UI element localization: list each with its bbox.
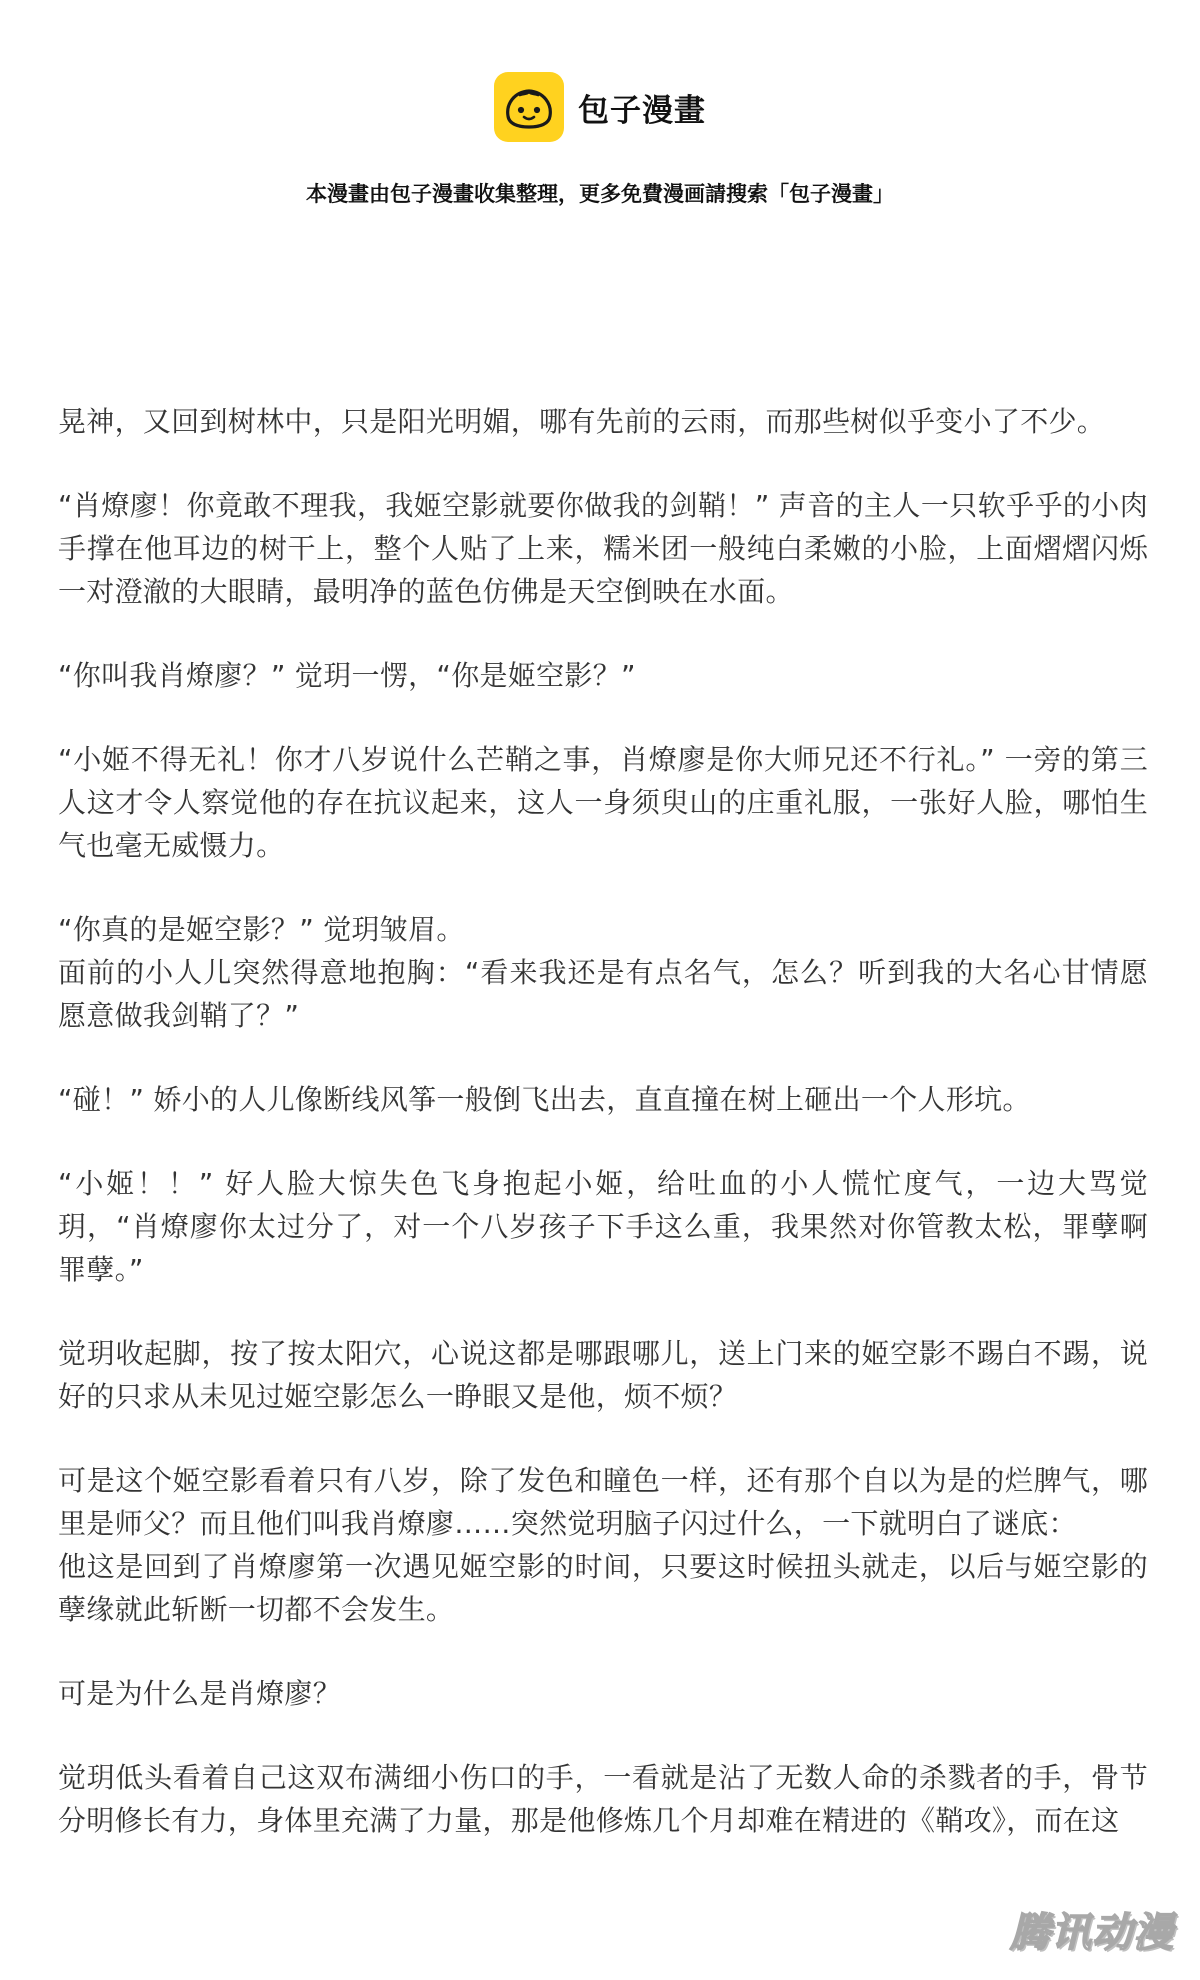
paragraph-5: “你真的是姬空影？” 觉玥皱眉。 <box>58 913 465 946</box>
paragraph-2: “肖燎廖！你竟敢不理我，我姬空影就要你做我的剑鞘！” 声音的主人一只软乎乎的小肉手撑在他耳边的树干上，整个人贴了上来，糯米团一般纯白柔嫩的小脸，上面熠熠闪烁一对澄澈的大眼睛，最明净的蓝色仿佛是天空倒映在水面。 <box>58 489 1148 608</box>
paragraph-4: “小姬不得无礼！你才八岁说什么芒鞘之事，肖燎廖是你大师兄还不行礼。” 一旁的第三人这才令人察觉他的存在抗议起来，这人一身须臾山的庄重礼服，一张好人脸，哪怕生气也毫无威慑力。 <box>58 743 1148 862</box>
watermark-logo: 腾讯动漫 <box>1010 1910 1174 1956</box>
paragraph-9: 觉玥收起脚，按了按太阳穴，心说这都是哪跟哪儿，送上门来的姬空影不踢白不踢，说好的只求从未见过姬空影怎么一睁眼又是他，烦不烦？ <box>58 1337 1148 1413</box>
source-notice: 本漫畫由包子漫畫收集整理，更多免費漫画請搜索「包子漫畫」 <box>306 182 894 206</box>
brand <box>494 72 706 142</box>
paragraph-13: 觉玥低头看着自己这双布满细小伤口的手，一看就是沾了无数人命的杀戮者的手，骨节分明修长有力，身体里充满了力量，那是他修炼几个月却难在精进的《鞘攻》，而在这 <box>58 1761 1148 1837</box>
paragraph-10: 可是这个姬空影看着只有八岁，除了发色和瞳色一样，还有那个自以为是的烂脾气，哪里是师父？而且他们叫我肖燎廖……突然觉玥脑子闪过什么，一下就明白了谜底： <box>58 1464 1148 1540</box>
paragraph-11: 他这是回到了肖燎廖第一次遇见姬空影的时间，只要这时候扭头就走，以后与姬空影的孽缘就此斩断一切都不会发生。 <box>58 1550 1148 1626</box>
paragraph-12: 可是为什么是肖燎廖？ <box>58 1677 342 1710</box>
baozi-face-icon-graphic <box>500 82 558 132</box>
paragraph-7: “碰！” 娇小的人儿像断线风筝一般倒飞出去，直直撞在树上砸出一个人形坑。 <box>58 1083 1031 1116</box>
paragraph-1: 晃神，又回到树林中，只是阳光明媚，哪有先前的云雨，而那些树似乎变小了不少。 <box>58 405 1106 438</box>
paragraph-8: “小姬！！” 好人脸大惊失色飞身抱起小姬，给吐血的小人慌忙度气，一边大骂觉玥，“肖燎廖你太过分了，对一个八岁孩子下手这么重，我果然对你管教太松，罪孽啊罪孽。” <box>58 1167 1148 1286</box>
header <box>0 72 1200 208</box>
story-text <box>58 400 1148 1883</box>
baozi-face-icon <box>494 72 564 142</box>
paragraph-3: “你叫我肖燎廖？” 觉玥一愣，“你是姬空影？” <box>58 659 636 692</box>
paragraph-6: 面前的小人儿突然得意地抱胸：“看来我还是有点名气，怎么？听到我的大名心甘情愿愿意做我剑鞘了？” <box>58 956 1148 1032</box>
brand-name: 包子漫畫 <box>578 92 706 129</box>
